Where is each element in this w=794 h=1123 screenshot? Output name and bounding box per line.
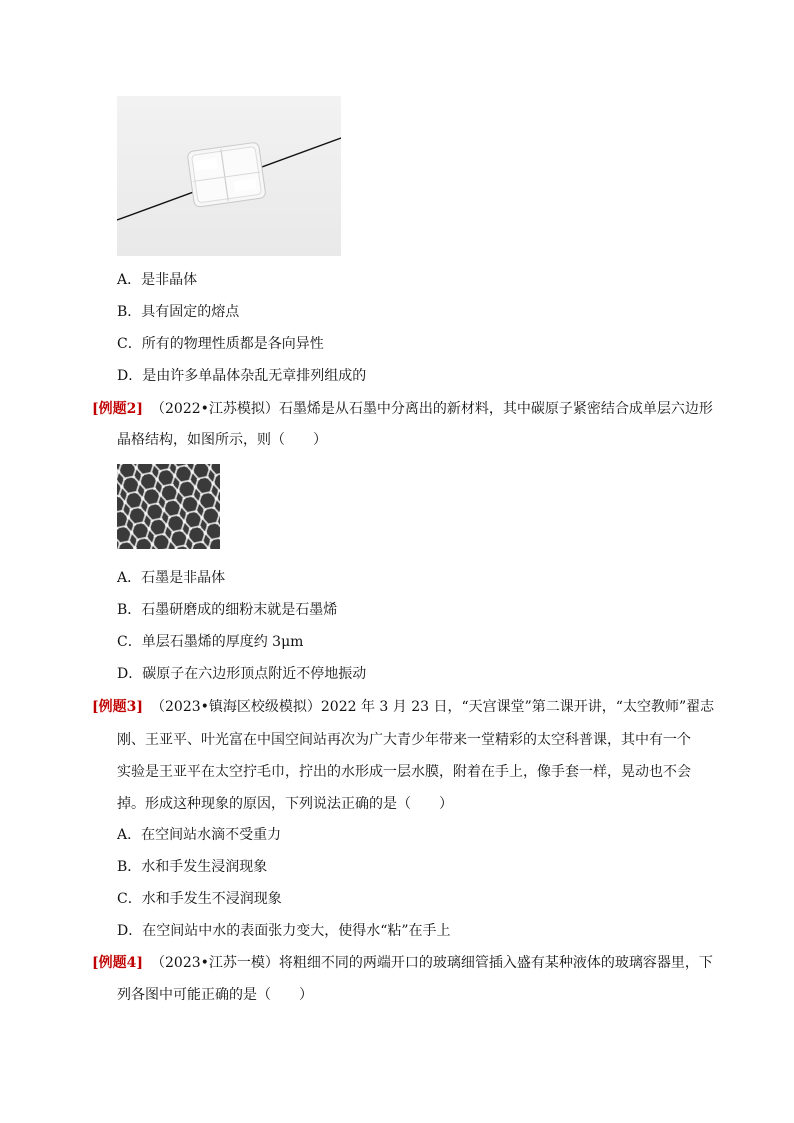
q1-option-b: B．具有固定的熔点 bbox=[117, 304, 240, 320]
q2-option-c: C．单层石墨烯的厚度约 3μm bbox=[117, 634, 304, 650]
crystal-block-illustration bbox=[117, 96, 341, 256]
q3-stem-line4: 掉。形成这种现象的原因，下列说法正确的是（ ） bbox=[117, 796, 453, 812]
q2-label: [例题2] bbox=[92, 401, 143, 417]
q3-option-a: A．在空间站水滴不受重力 bbox=[117, 827, 282, 843]
q3-option-b: B．水和手发生浸润现象 bbox=[117, 859, 268, 875]
q2-stem-text1: （2022•江苏模拟）石墨烯是从石墨中分离出的新材料，其中碳原子紧密结合成单层六边形 bbox=[151, 401, 713, 417]
q2-option-a: A．石墨是非晶体 bbox=[117, 570, 226, 586]
q2-stem-line1 bbox=[92, 399, 713, 419]
graphene-lattice-illustration bbox=[117, 464, 220, 549]
q3-option-c: C．水和手发生不浸润现象 bbox=[117, 891, 282, 907]
q4-label: [例题4] bbox=[92, 955, 143, 971]
q1-option-d: D．是由许多单晶体杂乱无章排列组成的 bbox=[117, 368, 367, 384]
q1-option-c: C．所有的物理性质都是各向异性 bbox=[117, 336, 324, 352]
crystal-block-figure bbox=[117, 96, 341, 256]
q4-stem-line2: 列各图中可能正确的是（ ） bbox=[117, 987, 313, 1003]
q3-stem-line3: 实验是王亚平在太空拧毛巾，拧出的水形成一层水膜，附着在手上，像手套一样，晃动也不会 bbox=[117, 764, 691, 780]
q3-stem-text1: （2023•镇海区校级模拟）2022 年 3 月 23 日，“天宫课堂”第二课开讲，“太空教师”翟志 bbox=[151, 699, 715, 715]
graphene-lattice-figure bbox=[117, 464, 220, 549]
q2-option-b: B．石墨研磨成的细粉末就是石墨烯 bbox=[117, 602, 338, 618]
q3-label: [例题3] bbox=[92, 699, 143, 715]
q2-option-d: D．碳原子在六边形顶点附近不停地振动 bbox=[117, 666, 367, 682]
q3-option-d: D．在空间站中水的表面张力变大，使得水“粘”在手上 bbox=[117, 923, 451, 939]
q1-option-a: A．是非晶体 bbox=[117, 272, 198, 288]
q4-stem-line1 bbox=[92, 953, 713, 973]
q2-stem-line2: 晶格结构，如图所示，则（ ） bbox=[117, 432, 327, 448]
q4-stem-text1: （2023•江苏一模）将粗细不同的两端开口的玻璃细管插入盛有某种液体的玻璃容器里，下 bbox=[151, 955, 713, 971]
q3-stem-line1 bbox=[92, 697, 714, 717]
q3-stem-line2: 刚、王亚平、叶光富在中国空间站再次为广大青少年带来一堂精彩的太空科普课，其中有一个 bbox=[117, 732, 691, 748]
